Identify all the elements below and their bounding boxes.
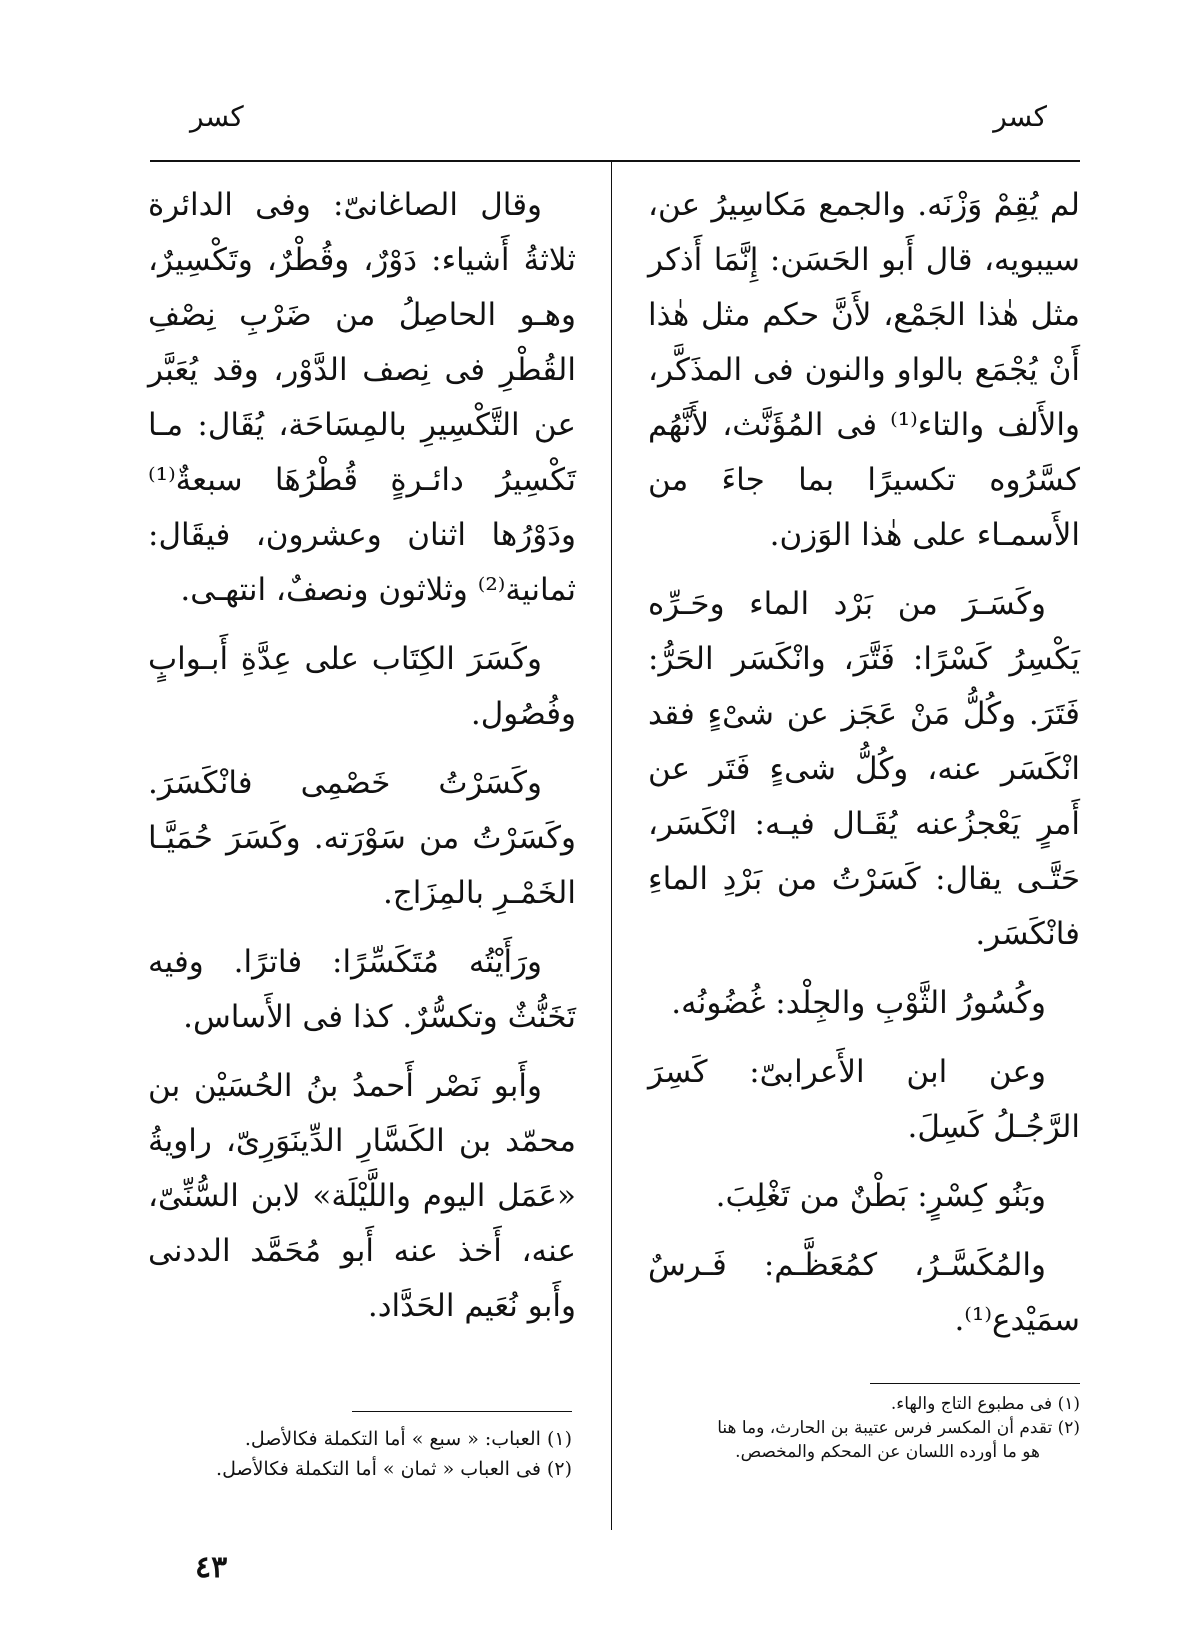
entry-paragraph: لم يُقِمْ وَزْنَه. والجمع مَكاسِيرُ عن، سيبويه، قال أَبو الحَسَن: إِنَّمَا أَذكر مثل هٰذا الجَمْع، لأَنَّ حكم مثل هٰذا أَنْ يُجْمَع بالواو والنون فى المذَكَّر، والأَلف والتاء⁽¹⁾ فى المُؤَنَّث، لأَنَّهُم كسَّرُوه تكسيرًا بما جاءَ من الأَسمـاء على هٰذا الوَزن. xyxy=(648,187,1080,553)
entry-paragraph: وكَسَـرَ من بَرْد الماء وحَـرِّه يَكْسِرُ كَسْرًا: فَتَّرَ، وانْكَسَر الحَرُّ: فَتَرَ. وكُلُّ مَنْ عَجَز عن شىْءٍ فقد انْكَسَر عنه، وكُلُّ شىءٍ فَتَر عن أَمرٍ يَعْجزُعنه يُقَـال فيـه: انْكَسَر، حَتَّـى يقال: كَسَرْتُ من بَرْدِ الماءِ فانْكَسَر. xyxy=(648,586,1080,952)
page-number: ٤٣ xyxy=(195,1550,228,1585)
entry-paragraph: وقال الصاغانىّ: وفى الدائرة ثلاثةُ أَشياء: دَوْرٌ، وقُطْرٌ، وتَكْسِيرٌ، وهـو الحاصِلُ من ضَرْبِ نِصْفِ القُطْرِ فى نِصف الدَّوْر، وقد يُعَبَّر عن التَّكْسِيرِ بالمِسَاحَة، يُقَال: مـا تَكْسِيرُ دائـرةٍ قُطْرُهَا سبعةٌ⁽¹⁾ ودَوْرُها اثنان وعشرون، فيقَال: ثمانية⁽²⁾ وثلاثون ونصفٌ، انتهـى. xyxy=(148,187,576,608)
entry-paragraph: وبَنُو كِسْرٍ: بَطْنٌ من تَغْلِبَ. xyxy=(715,1178,1046,1214)
right-column xyxy=(648,178,1080,1362)
footnote: (٢) تقدم أن المكسر فرس عتيبة بن الحارث، وما هنا xyxy=(717,1418,1080,1438)
entry-paragraph: وكَسَرَ الكِتَاب على عِدَّةِ أَبـوابٍ وفُصُول. xyxy=(148,641,576,732)
footnote-rule-right xyxy=(870,1383,1080,1384)
entry-paragraph: ورَأَيْتُه مُتَكَسِّرًا: فاترًا. وفيه تَخَنُّثٌ وتكسُّرٌ. كذا فى الأَساس. xyxy=(148,944,576,1035)
left-column xyxy=(148,178,576,1348)
footnote-continuation: هو ما أورده اللسان عن المحكم والمخصص. xyxy=(735,1442,1040,1462)
entry-paragraph: وأَبو نَصْر أَحمدُ بنُ الحُسَيْن بن محمّد بن الكَسَّارِ الدِّينَوَرِىّ، راويةُ «عَمَل اليوم واللَّيْلَة» لابن السُّنِّىّ، عنه، أَخذ عنه أَبو مُحَمَّد الددنى وأَبو نُعَيم الحَدَّاد. xyxy=(148,1068,576,1324)
footnote: (١) فى مطبوع التاج والهاء. xyxy=(890,1394,1080,1414)
column-divider xyxy=(611,160,612,1530)
footnote-rule-left xyxy=(352,1411,572,1412)
header-rule xyxy=(150,160,1080,162)
entry-paragraph: وعن ابن الأَعرابىّ: كَسِرَ الرَّجُـلُ كَسِلَ. xyxy=(648,1054,1080,1145)
running-head-right: كسر xyxy=(993,100,1047,133)
footnote: (١) العباب: « سبع » أما التكملة فكالأصل. xyxy=(244,1428,572,1450)
entry-paragraph: وكُسُورُ الثَّوْبِ والجِلْد: غُضُونُه. xyxy=(671,985,1046,1021)
running-head-left: كسر xyxy=(190,100,244,133)
entry-paragraph: والمُكَسَّـرُ، كمُعَظَّـم: فَـرسٌ سمَيْدع⁽¹⁾. xyxy=(648,1247,1080,1338)
footnotes-left xyxy=(150,1424,572,1484)
footnotes-right xyxy=(640,1392,1080,1464)
footnote: (٢) فى العباب « ثمان » أما التكملة فكالأصل. xyxy=(216,1458,572,1480)
entry-paragraph: وكَسَرْتُ خَصْمِى فانْكَسَرَ. وكَسَرْتُ من سَوْرَته. وكَسَرَ حُمَيَّـا الخَمْـرِ بالمِزَاج. xyxy=(148,765,576,911)
